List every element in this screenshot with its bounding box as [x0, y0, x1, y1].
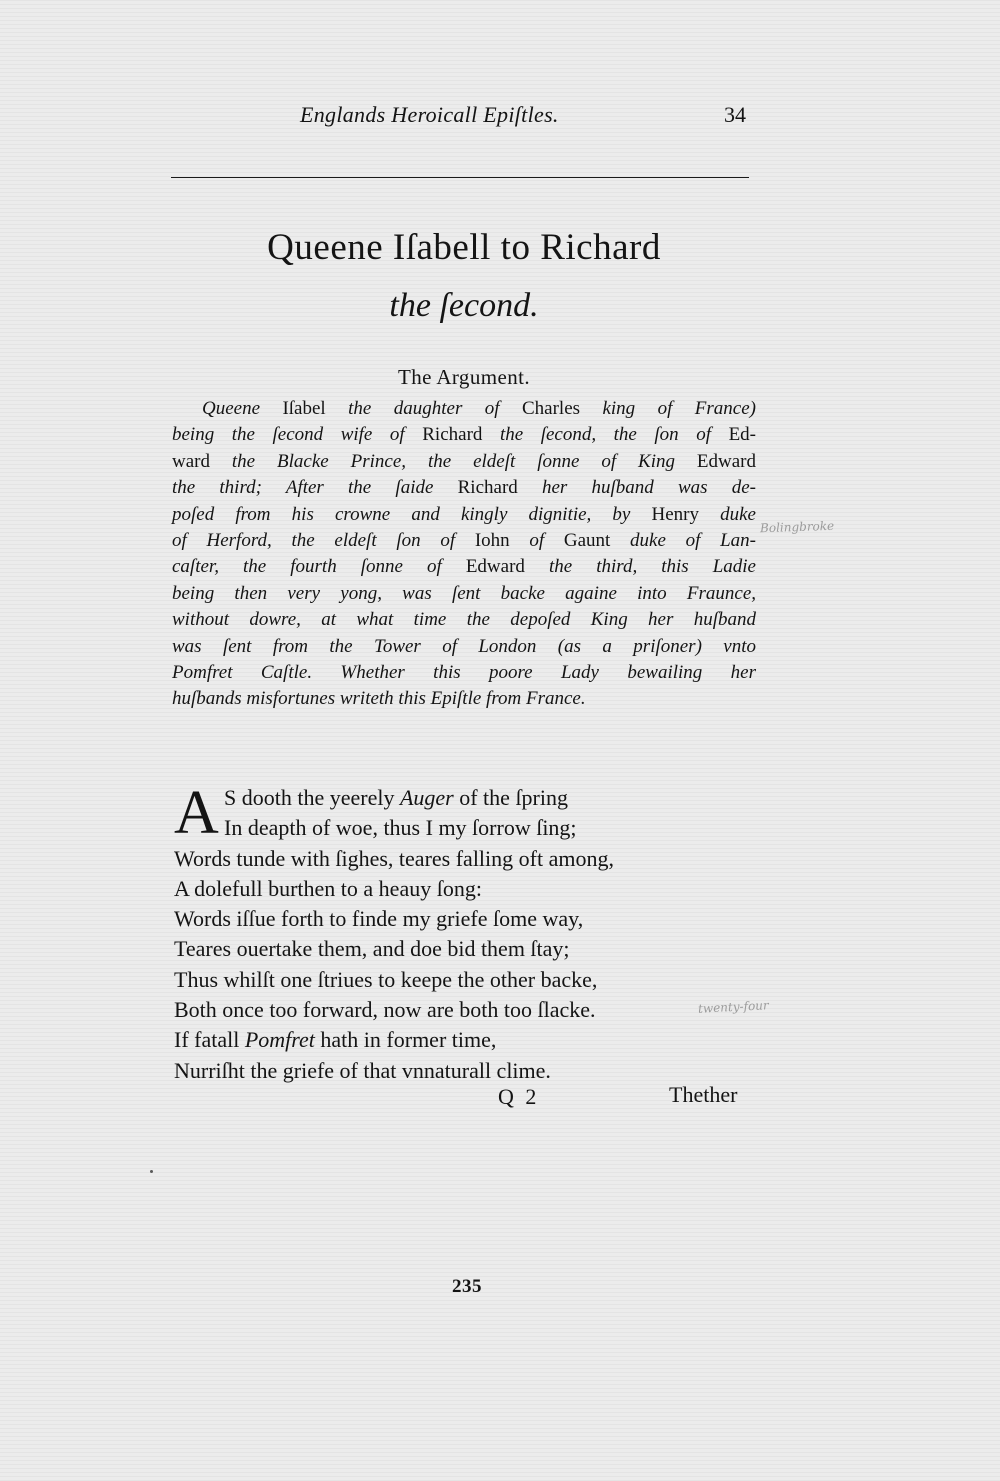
roman-text: A dolefull burthen to a heauy ſong:	[174, 875, 482, 901]
roman-text: Nurriſht the griefe of that vnnaturall clime.	[174, 1057, 551, 1083]
roman-text: Thus whilſt one ſtriues to keepe the other backe,	[174, 966, 598, 992]
italic-text: duke of Lan-	[610, 529, 756, 551]
argument-paragraph	[172, 396, 756, 713]
argument-line	[172, 475, 756, 501]
italic-text: Pomfret	[244, 1027, 315, 1053]
italic-text: caſter, the fourth ſonne of	[172, 556, 466, 578]
roman-text: Iohn	[474, 529, 510, 551]
poem-subtitle: the ſecond.	[389, 287, 539, 324]
catchword: Thether	[669, 1082, 738, 1107]
italic-text: the daughter of	[325, 398, 522, 419]
italic-text: the third, this Ladie	[524, 556, 756, 578]
argument-line	[172, 396, 756, 422]
roman-text: Teares ouertake them, and doe bid them ſtay;	[174, 936, 570, 962]
roman-text: Words tunde with ſighes, teares falling oft among,	[174, 845, 614, 871]
verse-line	[174, 995, 774, 1025]
argument-line	[172, 422, 756, 448]
roman-text: Richard	[422, 424, 483, 446]
roman-text: If fatall	[174, 1027, 245, 1053]
marginal-note: Bolingbroke	[759, 518, 835, 536]
roman-text: Iſabel	[282, 398, 326, 419]
signature-mark: Q 2	[498, 1084, 540, 1109]
verse-line	[174, 844, 774, 874]
argument-heading: The Argument.	[398, 365, 530, 389]
roman-text: Words iſſue forth to finde my griefe ſome way,	[174, 906, 584, 932]
ink-speck	[150, 1170, 153, 1173]
verse-line	[174, 904, 774, 934]
running-title: Englands Heroicall Epiſtles.	[300, 102, 559, 127]
roman-text: of the ſpring	[453, 785, 568, 810]
italic-text: king of France)	[580, 398, 756, 419]
verse-line	[174, 813, 774, 843]
argument-line	[172, 449, 756, 475]
drop-cap: A	[174, 779, 219, 847]
italic-text: Queene	[202, 398, 283, 419]
roman-text: Richard	[457, 477, 518, 499]
italic-text: of	[509, 529, 564, 551]
verse-block	[174, 779, 774, 1086]
argument-line	[172, 634, 756, 660]
roman-text: Edward	[696, 450, 756, 472]
verse-line	[174, 965, 774, 995]
verse-line	[174, 1025, 774, 1055]
italic-text: duke	[698, 503, 756, 525]
roman-text: In deapth of woe, thus I my ſorrow ſing;	[224, 815, 577, 841]
italic-text: being then very yong, was ſent backe againe into Fraunce,	[172, 582, 756, 604]
marginal-note: twenty-four	[697, 998, 770, 1016]
italic-text: without dowre, at what time the depoſed King her huſband	[172, 609, 756, 631]
roman-text: Edward	[465, 556, 525, 578]
poem-title: Queene Iſabell to Richard	[267, 227, 661, 268]
header-rule	[171, 177, 749, 178]
argument-line	[172, 554, 756, 580]
roman-text: Both once too forward, now are both too ſlacke.	[174, 997, 596, 1023]
folio-number: 34	[724, 102, 746, 127]
argument-line	[172, 660, 756, 686]
argument-line	[172, 581, 756, 607]
verse-line	[174, 783, 774, 813]
italic-text: being the ſecond wife of	[172, 424, 423, 446]
roman-text: S dooth the yeerely	[224, 785, 400, 810]
italic-text: the ſecond, the ſon of	[482, 424, 729, 446]
roman-text: hath in former time,	[314, 1027, 497, 1053]
argument-line	[172, 686, 756, 712]
italic-text: Auger	[399, 785, 454, 810]
roman-text: Gaunt	[563, 529, 611, 551]
roman-text: Charles	[522, 398, 581, 419]
italic-text: poſed from his crowne and kingly dignitie, by	[172, 503, 652, 525]
italic-text: her huſband was de-	[517, 477, 756, 499]
italic-text: was ſent from the Tower of London (as a priſoner) vnto	[172, 635, 756, 657]
roman-text: Ed-	[728, 424, 756, 446]
italic-text: the third; After the ſaide	[172, 477, 458, 499]
page-number: 235	[452, 1276, 482, 1297]
roman-text: Henry	[651, 503, 699, 525]
argument-line	[172, 502, 756, 528]
italic-text: of Herford, the eldeſt ſon of	[172, 529, 475, 551]
verse-line	[174, 874, 774, 904]
argument-line	[172, 528, 756, 554]
italic-text: huſbands misfortunes writeth this Epiſtle from France.	[172, 688, 586, 710]
roman-text: ward	[172, 450, 210, 472]
italic-text: the Blacke Prince, the eldeſt ſonne of King	[209, 450, 697, 472]
verse-line	[174, 934, 774, 964]
italic-text: Pomfret Caſtle. Whether this poore Lady bewailing her	[172, 661, 756, 683]
argument-line	[172, 607, 756, 633]
